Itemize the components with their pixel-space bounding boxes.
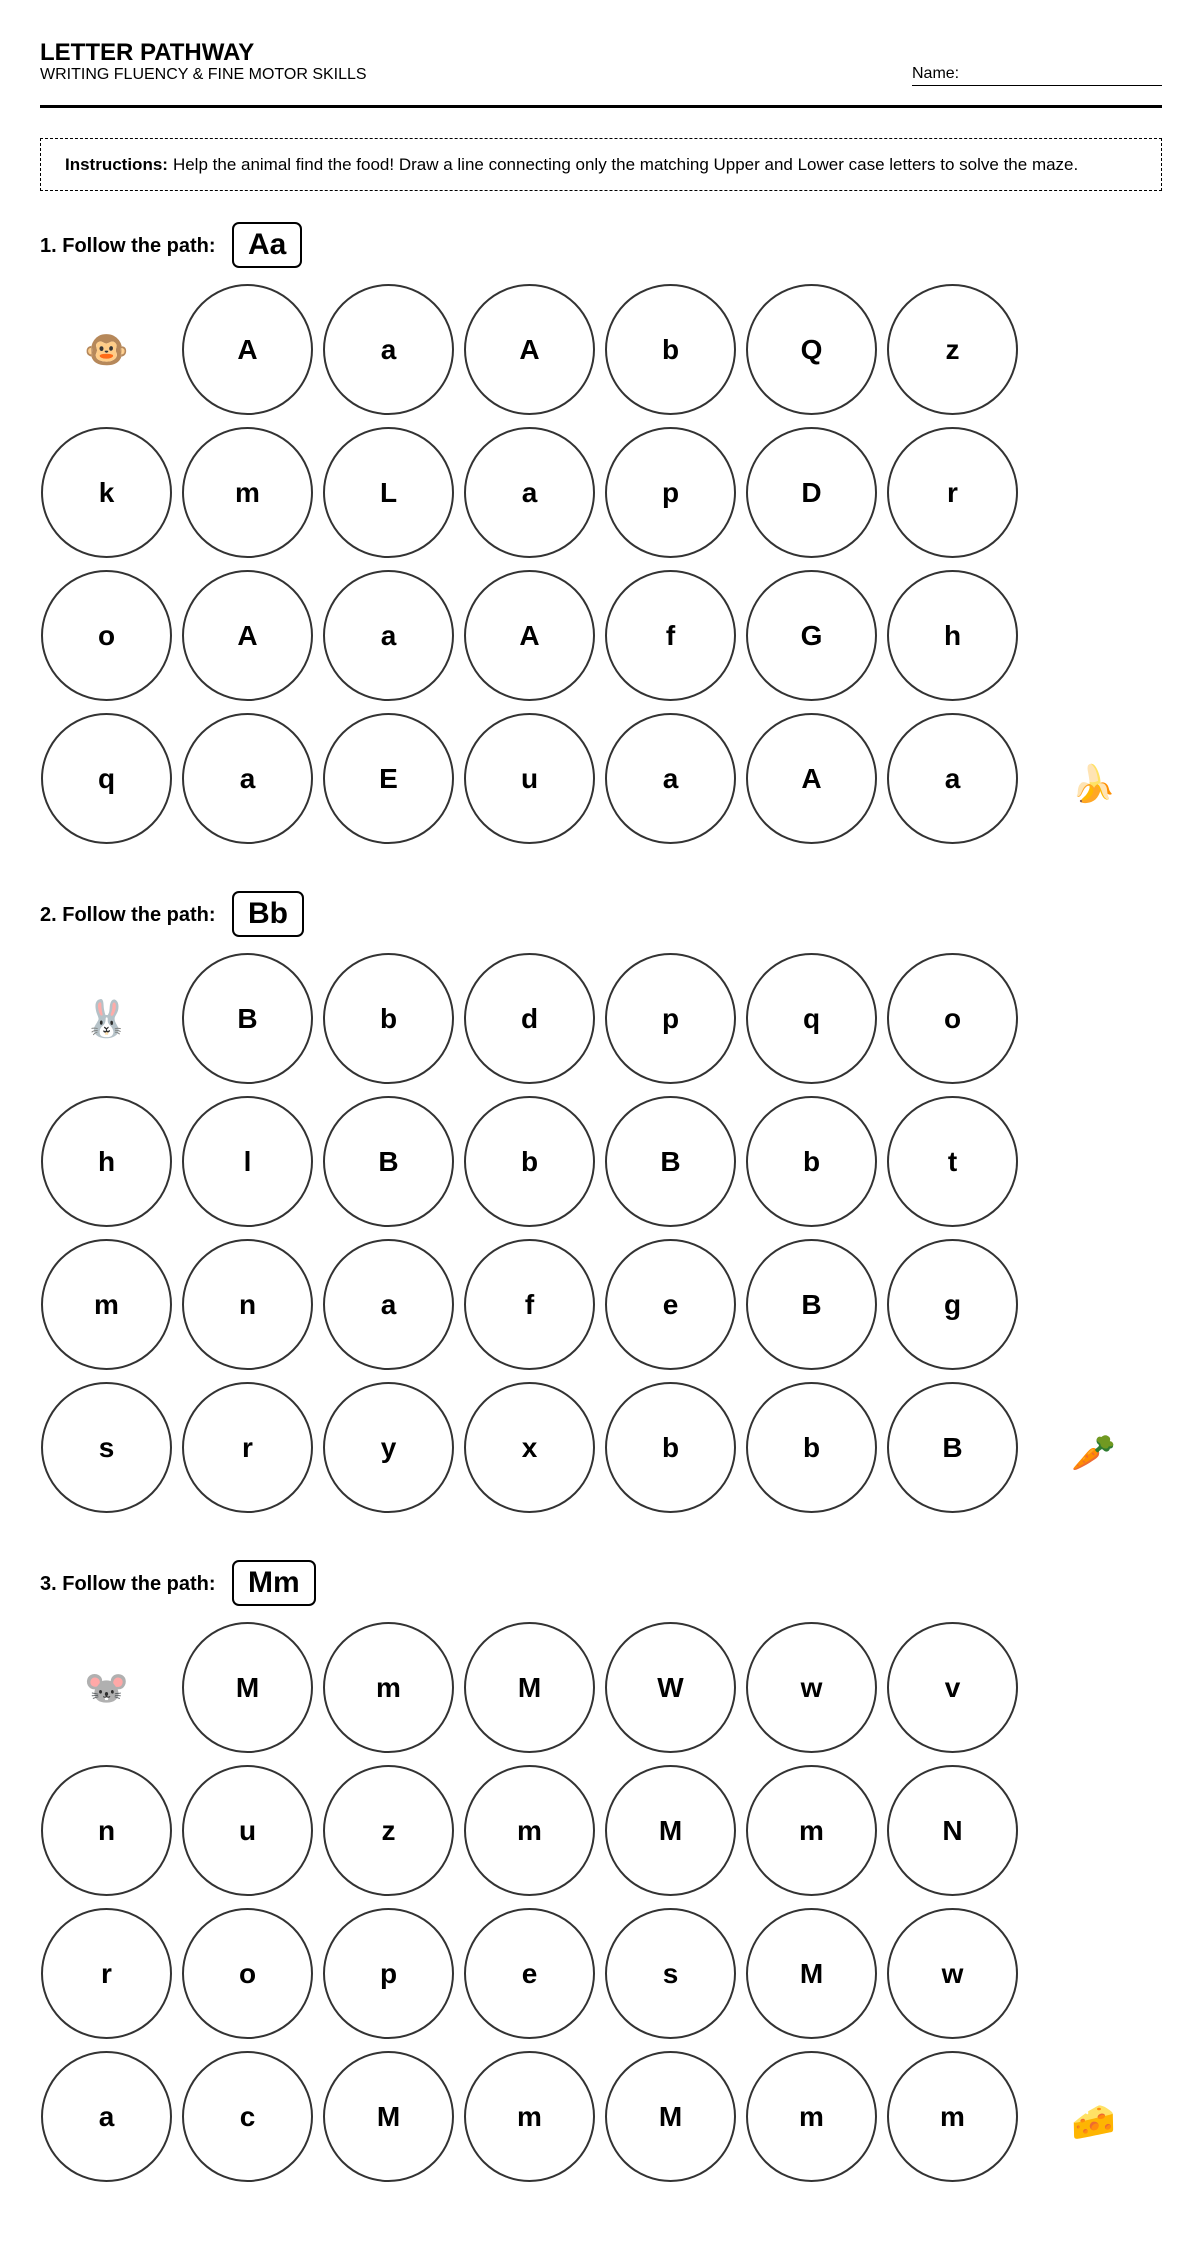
letter-circle[interactable]: d — [464, 953, 595, 1084]
letter-circle[interactable]: e — [605, 1239, 736, 1370]
monkey-icon: 🐵 — [84, 328, 129, 370]
worksheet-page — [40, 0, 1162, 2142]
letter-circle[interactable]: f — [464, 1239, 595, 1370]
letter-circle[interactable]: A — [464, 570, 595, 701]
letter-circle[interactable]: m — [464, 2051, 595, 2182]
letter-circle[interactable]: s — [605, 1908, 736, 2039]
letter-circle[interactable]: x — [464, 1382, 595, 1513]
letter-circle[interactable]: k — [41, 427, 172, 558]
letter-circle[interactable]: Q — [746, 284, 877, 415]
section-header — [40, 891, 216, 937]
letter-circle[interactable]: f — [605, 570, 736, 701]
letter-circle[interactable]: q — [41, 713, 172, 844]
letter-circle[interactable]: a — [464, 427, 595, 558]
letter-circle[interactable]: e — [464, 1908, 595, 2039]
letter-circle[interactable]: m — [887, 2051, 1018, 2182]
letter-circle[interactable]: s — [41, 1382, 172, 1513]
letter-circle[interactable]: E — [323, 713, 454, 844]
letter-circle[interactable]: t — [887, 1096, 1018, 1227]
letter-circle[interactable]: a — [323, 1239, 454, 1370]
worksheet-title: LETTER PATHWAY — [40, 39, 255, 66]
section-label: 2. Follow the path: — [40, 904, 216, 926]
letter-circle[interactable]: B — [323, 1096, 454, 1227]
letter-circle[interactable]: L — [323, 427, 454, 558]
letter-circle[interactable]: M — [464, 1622, 595, 1753]
letter-circle[interactable]: M — [605, 1765, 736, 1896]
rabbit-icon: 🐰 — [84, 997, 129, 1039]
instructions-label: Instructions: — [65, 154, 168, 174]
letter-circle[interactable]: A — [746, 713, 877, 844]
banana-icon: 🍌 — [1071, 762, 1116, 804]
letter-circle[interactable]: v — [887, 1622, 1018, 1753]
letter-circle[interactable]: N — [887, 1765, 1018, 1896]
mouse-icon: 🐭 — [84, 1666, 129, 1708]
letter-circle[interactable]: b — [605, 284, 736, 415]
letter-circle[interactable]: l — [182, 1096, 313, 1227]
target-letters-badge: Mm — [232, 1560, 316, 1606]
cheese-icon: 🧀 — [1071, 2100, 1116, 2142]
target-letters-badge: Aa — [232, 222, 302, 268]
section-label: 1. Follow the path: — [40, 235, 216, 257]
letter-circle[interactable]: A — [182, 570, 313, 701]
letter-circle[interactable]: p — [605, 427, 736, 558]
section-header — [40, 222, 216, 268]
letter-circle[interactable]: y — [323, 1382, 454, 1513]
letter-circle[interactable]: m — [464, 1765, 595, 1896]
letter-circle[interactable]: r — [887, 427, 1018, 558]
letter-circle[interactable]: m — [323, 1622, 454, 1753]
letter-circle[interactable]: g — [887, 1239, 1018, 1370]
letter-circle[interactable]: a — [605, 713, 736, 844]
letter-circle[interactable]: B — [182, 953, 313, 1084]
worksheet-header — [40, 0, 1162, 108]
letter-circle[interactable]: z — [887, 284, 1018, 415]
letter-circle[interactable]: u — [182, 1765, 313, 1896]
letter-circle[interactable]: b — [323, 953, 454, 1084]
section-label: 3. Follow the path: — [40, 1573, 216, 1595]
name-field[interactable] — [912, 64, 1162, 86]
letter-circle[interactable]: n — [41, 1765, 172, 1896]
letter-circle[interactable]: m — [41, 1239, 172, 1370]
letter-circle[interactable]: M — [182, 1622, 313, 1753]
worksheet-subtitle: WRITING FLUENCY & FINE MOTOR SKILLS — [40, 66, 367, 83]
letter-circle[interactable]: A — [182, 284, 313, 415]
letter-circle[interactable]: w — [887, 1908, 1018, 2039]
letter-circle[interactable]: M — [605, 2051, 736, 2182]
letter-circle[interactable]: r — [41, 1908, 172, 2039]
letter-circle[interactable]: a — [323, 570, 454, 701]
letter-circle[interactable]: m — [746, 2051, 877, 2182]
letter-circle[interactable]: G — [746, 570, 877, 701]
letter-circle[interactable]: B — [605, 1096, 736, 1227]
letter-circle[interactable]: c — [182, 2051, 313, 2182]
letter-circle[interactable]: a — [41, 2051, 172, 2182]
letter-circle[interactable]: W — [605, 1622, 736, 1753]
letter-circle[interactable]: a — [887, 713, 1018, 844]
letter-circle[interactable]: m — [182, 427, 313, 558]
letter-circle[interactable]: o — [41, 570, 172, 701]
letter-circle[interactable]: M — [746, 1908, 877, 2039]
letter-circle[interactable]: M — [323, 2051, 454, 2182]
letter-circle[interactable]: B — [887, 1382, 1018, 1513]
letter-circle[interactable]: w — [746, 1622, 877, 1753]
letter-circle[interactable]: b — [605, 1382, 736, 1513]
letter-circle[interactable]: u — [464, 713, 595, 844]
letter-circle[interactable]: p — [323, 1908, 454, 2039]
instructions-box — [40, 138, 1162, 191]
letter-circle[interactable]: m — [746, 1765, 877, 1896]
letter-circle[interactable]: b — [746, 1382, 877, 1513]
letter-circle[interactable]: B — [746, 1239, 877, 1370]
carrot-icon: 🥕 — [1071, 1431, 1116, 1473]
name-label: Name: — [912, 65, 960, 82]
letter-circle[interactable]: o — [887, 953, 1018, 1084]
target-letters-badge: Bb — [232, 891, 304, 937]
letter-circle[interactable]: a — [182, 713, 313, 844]
letter-circle[interactable]: r — [182, 1382, 313, 1513]
letter-circle[interactable]: b — [746, 1096, 877, 1227]
letter-circle[interactable]: q — [746, 953, 877, 1084]
letter-circle[interactable]: z — [323, 1765, 454, 1896]
letter-circle[interactable]: o — [182, 1908, 313, 2039]
letter-circle[interactable]: A — [464, 284, 595, 415]
letter-circle[interactable]: a — [323, 284, 454, 415]
letter-circle[interactable]: h — [41, 1096, 172, 1227]
section-header — [40, 1560, 216, 1606]
letter-circle[interactable]: n — [182, 1239, 313, 1370]
letter-circle[interactable]: p — [605, 953, 736, 1084]
letter-circle[interactable]: b — [464, 1096, 595, 1227]
letter-circle[interactable]: h — [887, 570, 1018, 701]
instructions-text: Help the animal find the food! Draw a line connecting only the matching Upper and Lower case letters to solve the maze. — [172, 154, 1079, 174]
letter-circle[interactable]: D — [746, 427, 877, 558]
